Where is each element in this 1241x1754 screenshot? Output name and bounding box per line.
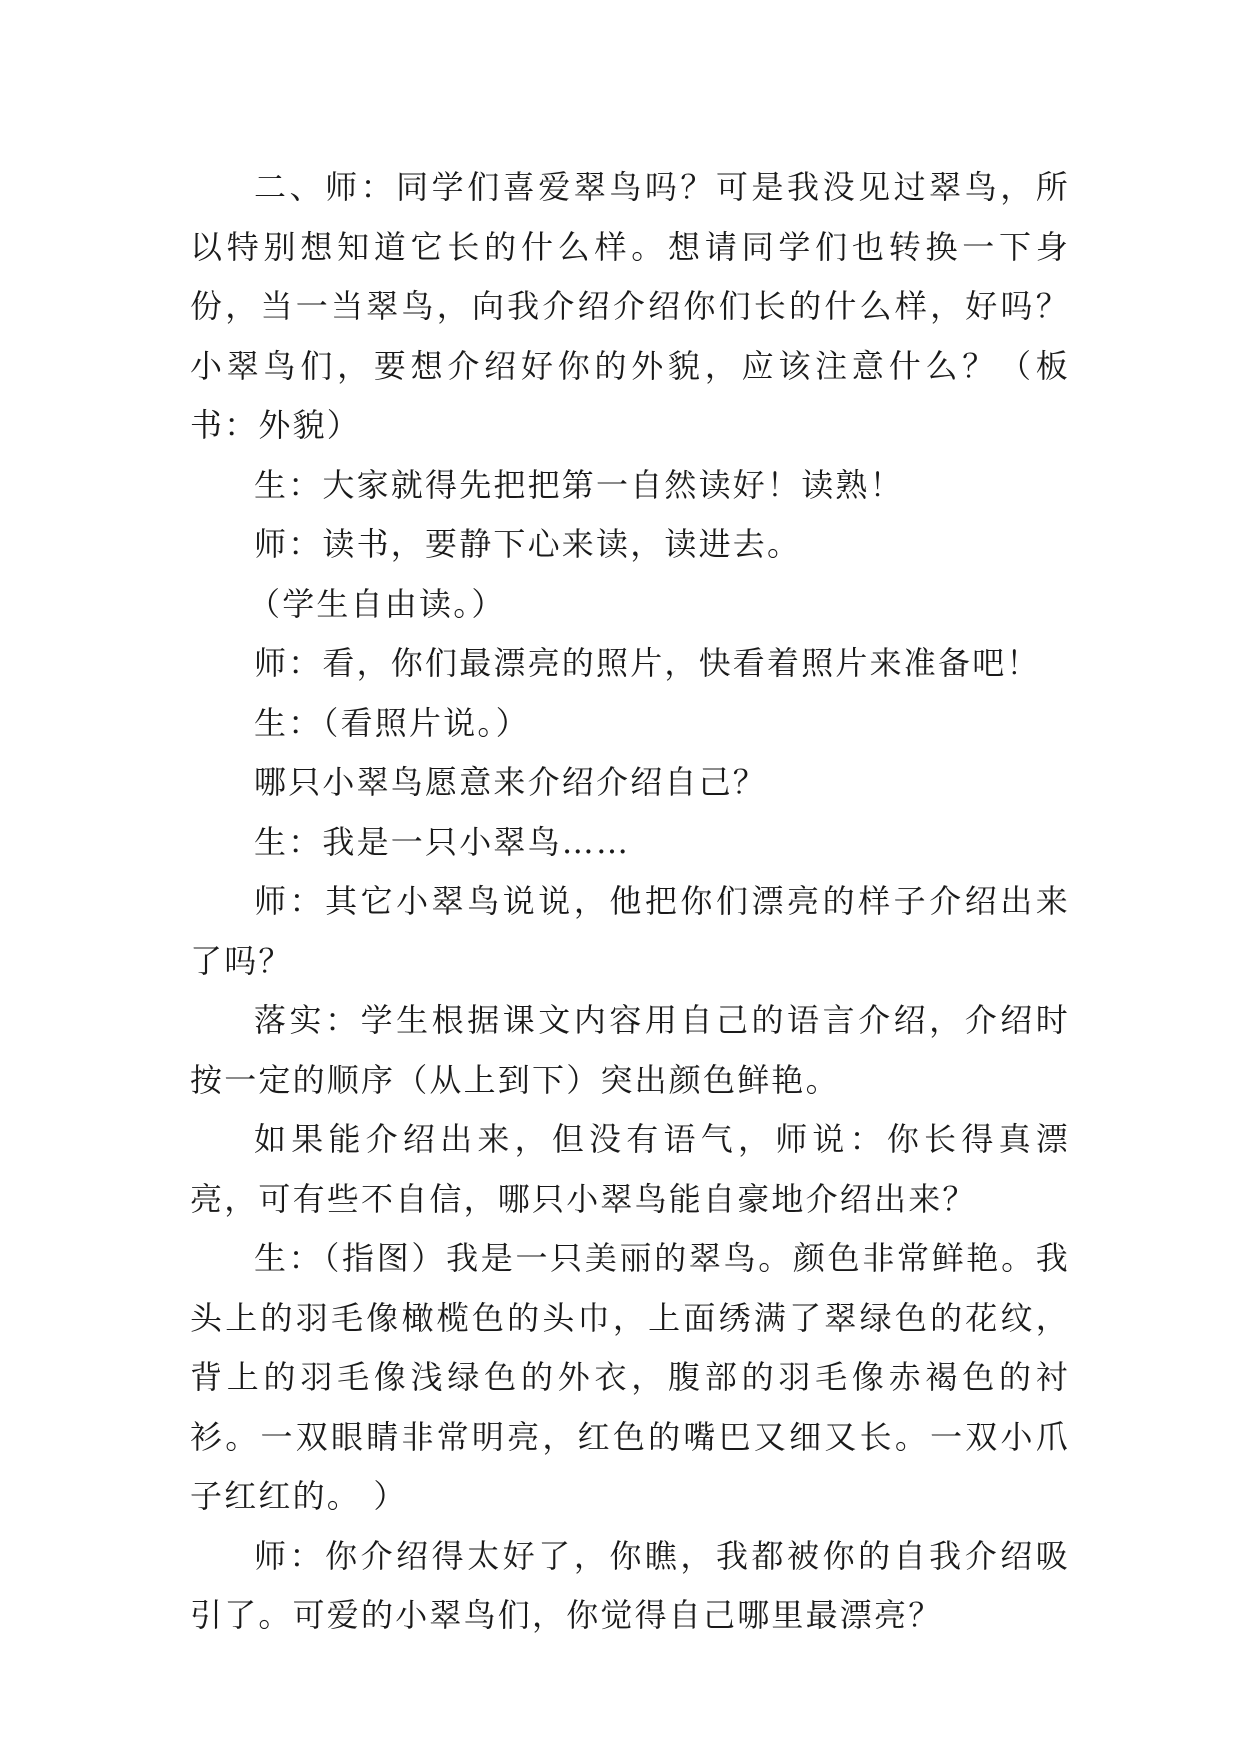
paragraph-teacher-praise: 师：你介绍得太好了，你瞧，我都被你的自我介绍吸引了。可爱的小翠鸟们，你觉得自己哪里最漂亮？	[190, 1536, 1070, 1634]
paragraph-student-read-first: 生：大家就得先把把第一自然读好！读熟！	[254, 465, 904, 504]
paragraph-teacher-photos: 师：看，你们最漂亮的照片，快看着照片来准备吧！	[254, 644, 1041, 682]
document-body	[190, 158, 1070, 1646]
paragraph-who-introduces: 哪只小翠鸟愿意来介绍介绍自己？	[254, 763, 768, 801]
paragraph-implementation-note: 落实：学生根据课文内容用自己的语言介绍，介绍时按一定的顺序（从上到下）突出颜色鲜艳。	[190, 1001, 1070, 1099]
paragraph-free-reading-note: （学生自由读。）	[248, 584, 506, 623]
paragraph-confidence-prompt: 如果能介绍出来，但没有语气，师说：你长得真漂亮，可有些不自信，哪只小翠鸟能自豪地介绍出来？	[190, 1120, 1070, 1218]
paragraph-teacher-others-comment: 师：其它小翠鸟说说，他把你们漂亮的样子介绍出来了吗？	[190, 882, 1070, 980]
paragraph-intro-question: 二、师：同学们喜爱翠鸟吗？可是我没见过翠鸟，所以特别想知道它长的什么样。想请同学们也转换一下身份，当一当翠鸟，向我介绍介绍你们长的什么样，好吗？小翠鸟们，要想介绍好你的外貌，应该注意什么？（板书：外貌）	[190, 168, 1070, 444]
paragraph-teacher-read-calmly: 师：读书，要静下心来读，读进去。	[254, 525, 802, 563]
paragraph-student-description: 生：（指图）我是一只美丽的翠鸟。颜色非常鲜艳。我头上的羽毛像橄榄色的头巾，上面绣满了翠绿色的花纹，背上的羽毛像浅绿色的外衣，腹部的羽毛像赤褐色的衬衫。一双眼睛非常明亮，红色的嘴巴又细又长。一双小爪子红红的。 ）	[190, 1239, 1070, 1515]
paragraph-student-i-am: 生：我是一只小翠鸟……	[254, 822, 631, 861]
paragraph-student-photo-talk: 生：（看照片说。）	[254, 703, 530, 742]
